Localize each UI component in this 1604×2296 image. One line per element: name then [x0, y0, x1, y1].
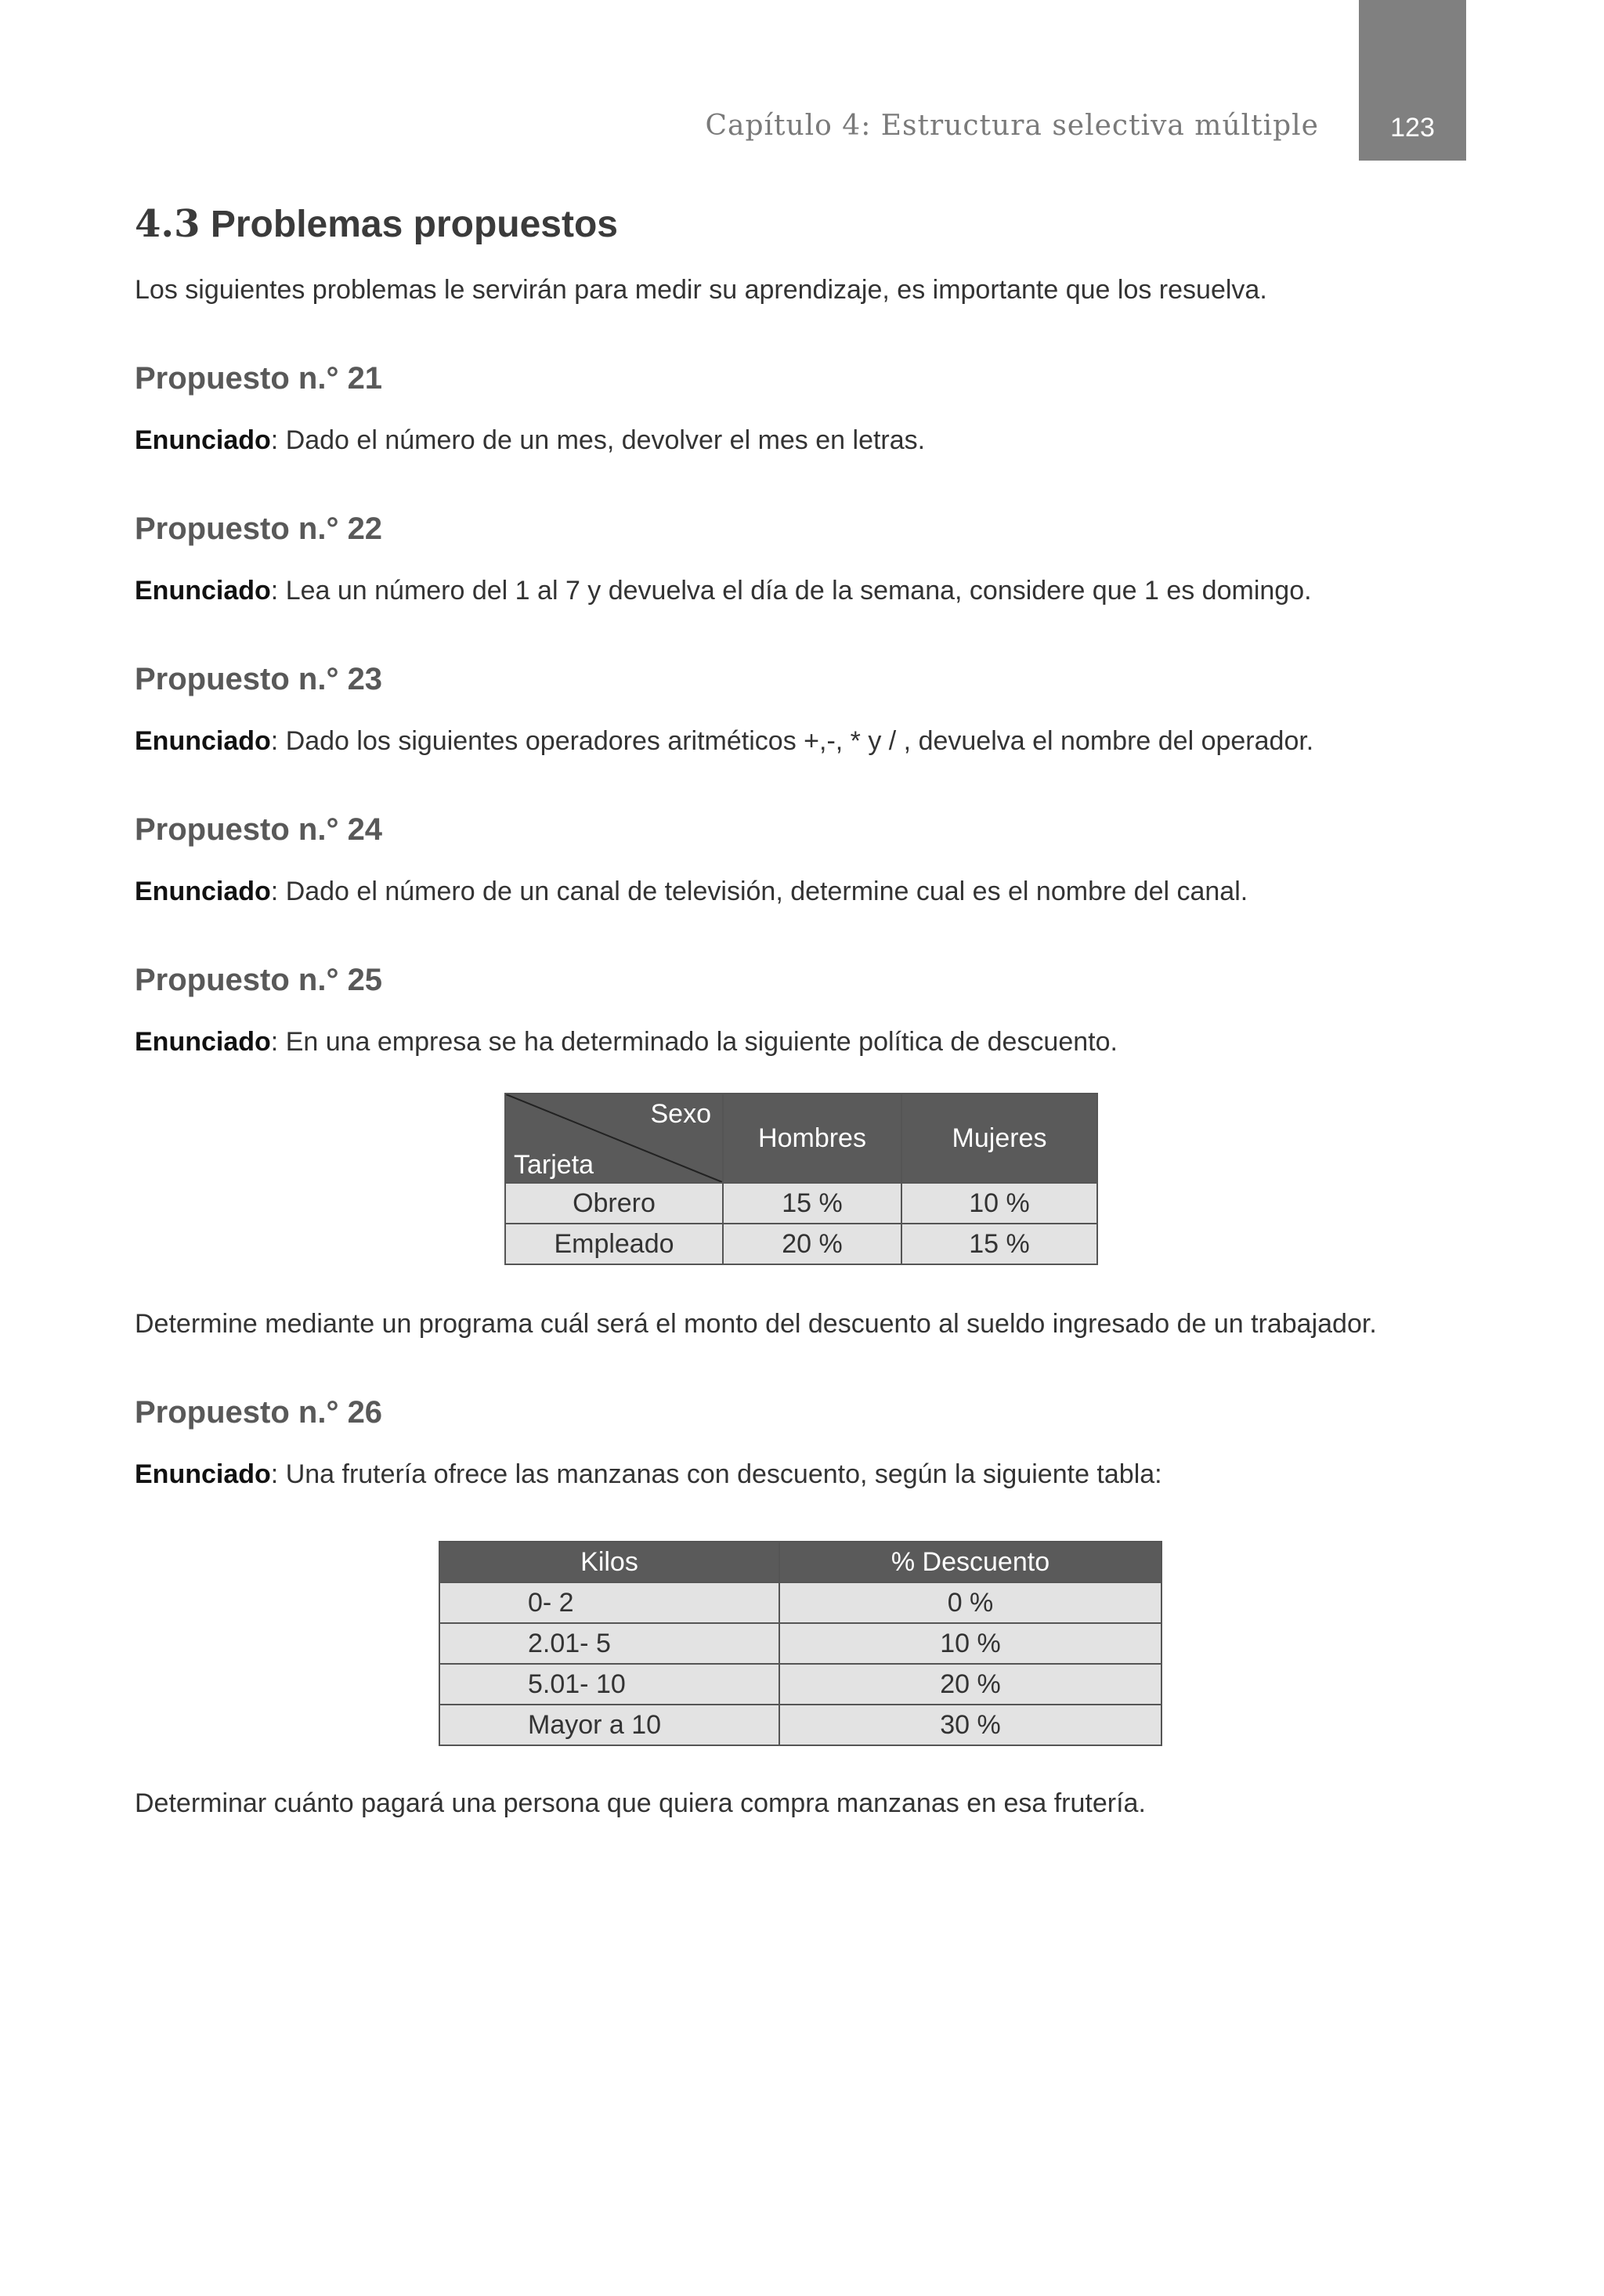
table-row	[505, 1183, 1097, 1224]
table-cell: 20 %	[723, 1224, 901, 1264]
section-title-text: Problemas propuestos	[210, 204, 618, 245]
problem-24-title: Propuesto n.° 24	[135, 812, 383, 847]
table-row	[439, 1623, 1161, 1664]
table-row	[439, 1705, 1161, 1745]
table-row	[439, 1582, 1161, 1623]
table-cell: 10 %	[779, 1623, 1161, 1664]
page-number-tab	[1359, 0, 1466, 161]
kilos-table-wrapper	[135, 1494, 1474, 1760]
problem-23-statement	[135, 721, 1474, 761]
section-number: 4.3	[135, 202, 200, 246]
statement-text: : Dado el número de un canal de televisión, determine cual es el nombre del canal.	[270, 877, 1248, 906]
row-label: Obrero	[505, 1183, 723, 1224]
problem-23-title: Propuesto n.° 23	[135, 662, 383, 696]
table-cell: 2.01- 5	[439, 1623, 779, 1664]
table-cell: 30 %	[779, 1705, 1161, 1745]
statement-label: Enunciado	[135, 425, 271, 455]
table-cell: 0- 2	[439, 1582, 779, 1623]
problem-26-followup: Determinar cuánto pagará una persona que quiera compra manzanas en esa frutería.	[135, 1788, 1146, 1818]
problem-22-title: Propuesto n.° 22	[135, 512, 383, 546]
discount-table	[504, 1093, 1098, 1265]
table-cell: 5.01- 10	[439, 1664, 779, 1705]
statement-label: Enunciado	[135, 1027, 271, 1057]
kilos-table	[439, 1541, 1162, 1746]
col-header-kilos: Kilos	[439, 1542, 779, 1582]
section-intro: Los siguientes problemas le servirán para medir su aprendizaje, es importante que los resuelva.	[135, 275, 1267, 305]
statement-text: : Lea un número del 1 al 7 y devuelva el día de la semana, considere que 1 es domingo.	[270, 576, 1312, 606]
statement-text: : Una frutería ofrece las manzanas con descuento, según la siguiente tabla:	[270, 1459, 1162, 1489]
statement-label: Enunciado	[135, 1459, 271, 1489]
table-row	[439, 1664, 1161, 1705]
statement-text: : Dado los siguientes operadores aritméticos +,-, * y / , devuelva el nombre del operador.	[270, 726, 1314, 756]
table-cell: 0 %	[779, 1582, 1161, 1623]
col-header-mujeres: Mujeres	[901, 1094, 1097, 1183]
diagonal-header-cell	[505, 1094, 723, 1183]
table-cell: 15 %	[901, 1224, 1097, 1264]
statement-label: Enunciado	[135, 877, 271, 906]
problem-26-statement	[135, 1455, 1474, 1494]
section-title	[135, 196, 1474, 253]
diag-header-sexo: Sexo	[650, 1099, 711, 1129]
problem-24-statement	[135, 872, 1474, 911]
problem-22-statement	[135, 571, 1474, 610]
page-number: 123	[1390, 113, 1435, 143]
problem-21-statement	[135, 421, 1474, 460]
statement-label: Enunciado	[135, 576, 271, 606]
problem-21-title: Propuesto n.° 21	[135, 361, 383, 396]
col-header-descuento: % Descuento	[779, 1542, 1161, 1582]
statement-text: : Dado el número de un mes, devolver el mes en letras.	[270, 425, 926, 455]
table-cell: Mayor a 10	[439, 1705, 779, 1745]
table-cell: 20 %	[779, 1664, 1161, 1705]
col-header-hombres: Hombres	[723, 1094, 901, 1183]
table-row	[505, 1224, 1097, 1264]
diag-header-tarjeta: Tarjeta	[514, 1150, 594, 1180]
statement-text: : En una empresa se ha determinado la siguiente política de descuento.	[270, 1027, 1118, 1057]
discount-table-wrapper	[135, 1061, 1474, 1281]
table-cell: 15 %	[723, 1183, 901, 1224]
statement-label: Enunciado	[135, 726, 271, 756]
problem-25-statement	[135, 1022, 1474, 1061]
problem-26-title: Propuesto n.° 26	[135, 1395, 383, 1430]
row-label: Empleado	[505, 1224, 723, 1264]
problem-25-title: Propuesto n.° 25	[135, 963, 383, 997]
problem-25-followup: Determine mediante un programa cuál será el monto del descuento al sueldo ingresado de un trabajador.	[135, 1309, 1377, 1339]
chapter-header: Capítulo 4: Estructura selectiva múltiple	[705, 110, 1319, 142]
table-cell: 10 %	[901, 1183, 1097, 1224]
page-content	[135, 196, 1474, 1823]
